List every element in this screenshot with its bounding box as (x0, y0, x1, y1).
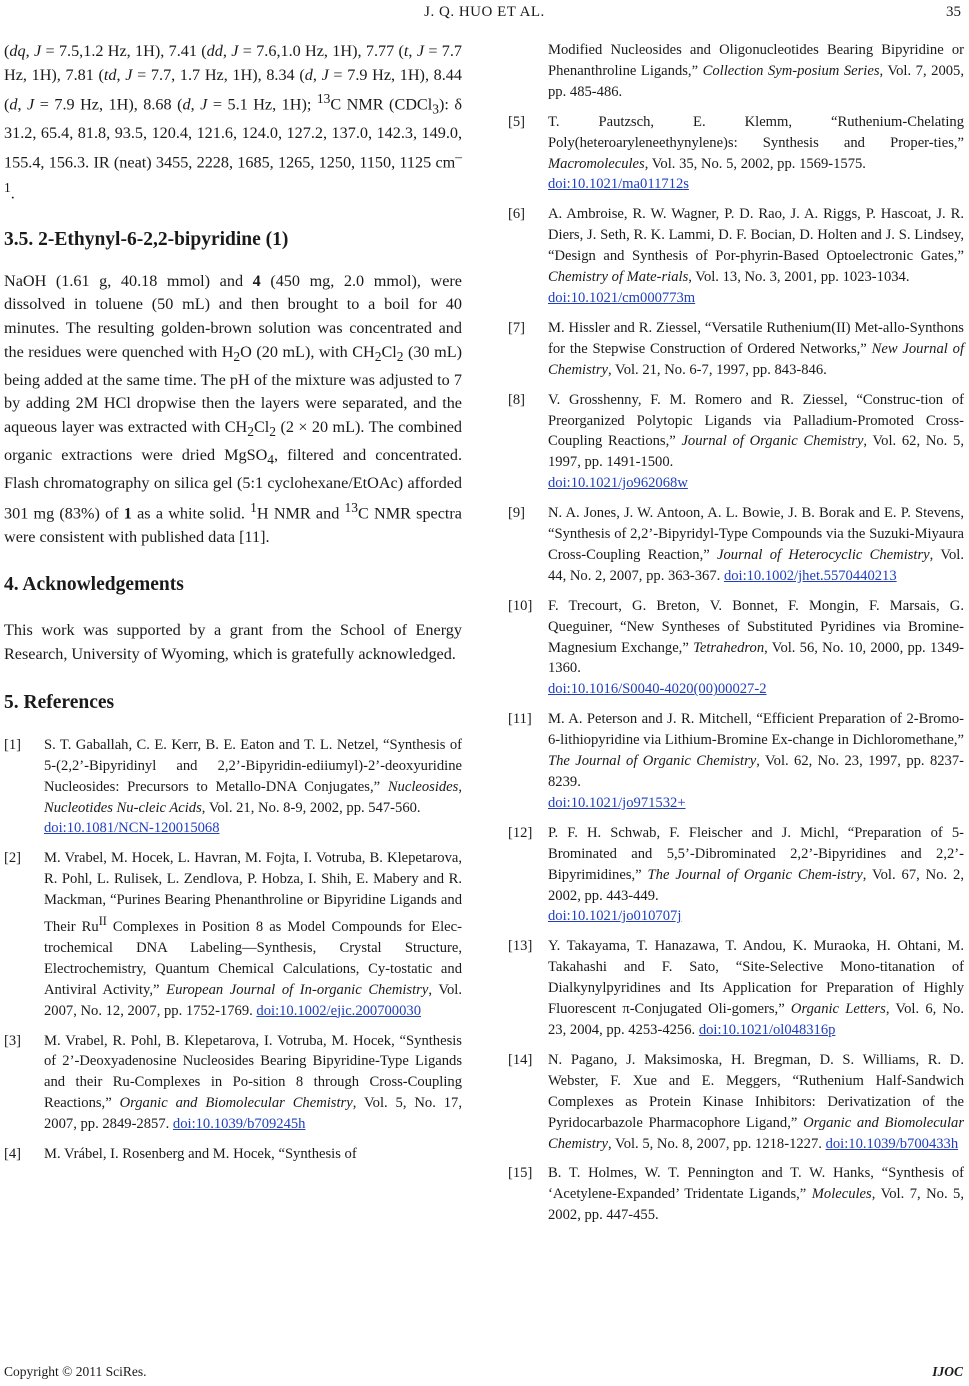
reference-entry (508, 318, 964, 381)
reference-entry (508, 823, 964, 928)
reference-text: Y. Takayama, T. Hanazawa, T. Andou, K. Muraoka, H. Ohtani, M. Takahashi and F. Sato, “Site-Selective Mono-titanation of Dialkynylpyridines and Its Application for Preparation of Highly Fluorescent π-Conjugated Oli-gomers,” Organic Letters, Vol. 6, No. 23, 2004, pp. 4253-4256. doi:10.1021/ol048316p (548, 938, 965, 1038)
reference-entry (508, 1050, 964, 1155)
running-head-authors: J. Q. HUO ET AL. (424, 4, 545, 20)
reference-entry (4, 735, 462, 840)
reference-number: [14] (508, 1051, 533, 1068)
doi-link[interactable]: doi:10.1021/jo010707j (548, 908, 682, 925)
doi-link[interactable]: doi:10.1021/jo971532+ (548, 794, 686, 811)
reference-entry (508, 936, 964, 1041)
page-footer (0, 1364, 969, 1386)
reference-number: [4] (4, 1146, 22, 1163)
reference-text: S. T. Gaballah, C. E. Kerr, B. E. Eaton and T. L. Netzel, “Synthesis of 5-(2,2’-Bipyridinyl and 2,2’-Bipyridin-ediiumyl)-2’-deoxyuridine Nucleosides: Precursors to Metallo-DNA Conjugates,” Nucleosides, Nucleotides Nu-cleic Acids, Vol. 21, No. 8-9, 2002, pp. 547-560. doi:10.1081/NCN-120015068 (44, 736, 462, 837)
doi-link[interactable]: doi:10.1021/ol048316p (698, 1021, 836, 1038)
doi-link[interactable]: doi:10.1081/NCN-120015068 (44, 820, 220, 837)
reference-entry (4, 1144, 462, 1165)
reference-entry (508, 40, 964, 103)
reference-text: A. Ambroise, R. W. Wagner, P. D. Rao, J. A. Riggs, P. Hascoat, J. R. Diers, J. Seth, R. K. Lammi, D. F. Bocian, D. Holten and J. S. Lindsey, “Design and Synthesis of Por-phyrin-Based Optoelectronic Gates,” Chemistry of Mate-rials, Vol. 13, No. 3, 2001, pp. 1023-1034. doi:10.1021/cm000773m (548, 206, 964, 306)
doi-link[interactable]: doi:10.1021/cm000773m (548, 289, 696, 306)
reference-text: M. Vrábel, I. Rosenberg and M. Hocek, “Synthesis of (44, 1146, 357, 1163)
reference-text: P. F. H. Schwab, F. Fleischer and J. Michl, “Preparation of 5-Brominated and 5,5’-Dibrominated 2,2’-Bipyridines and 2,2’-Bipyrimidines,” The Journal of Organic Chem-istry, Vol. 67, No. 2, 2002, pp. 443-449. doi:10.1021/jo010707j (548, 824, 964, 925)
nmr-data-paragraph: (dq, J = 7.5,1.2 Hz, 1H), 7.41 (dd, J = 7.6,1.0 Hz, 1H), 7.77 (t, J = 7.7 Hz, 1H), 7.81 (td, J = 7.7, 1.7 Hz, 1H), 8.34 (d, J = 7.9 Hz, 1H), 8.44 (d, J = 7.9 Hz, 1H), 8.68 (d, J = 5.1 Hz, 1H); $^{13}$C NMR (CDCl$_3$): δ 31.2, 65.4, 81.8, 93.5, 120.4, 121.6, 124.0, 127.2, 137.0, 142.3, 149.0, 155.4, 156.3. IR (neat) 3455, 2228, 1685, 1265, 1250, 1150, 1125 $cm^{-1}$. (4, 42, 463, 202)
reference-text: N. A. Jones, J. W. Antoon, A. L. Bowie, J. B. Borak and E. P. Stevens, “Synthesis of 2,2’-Bipyridyl-Type Compounds via the Suzuki-Miyaura Cross-Coupling Reaction,” Journal of Heterocyclic Chemistry, Vol. 44, No. 2, 2007, pp. 363-367. doi:10.1002/jhet.5570440213 (548, 505, 964, 584)
reference-text: B. T. Holmes, W. T. Pennington and T. W. Hanks, “Synthesis of ‘Acetylene-Expanded’ Tridentate Ligands,” Molecules, Vol. 7, No. 5, 2002, pp. 447-455. (548, 1165, 964, 1224)
doi-link[interactable]: doi:10.1039/b700433h (825, 1135, 959, 1152)
reference-text: M. Vrabel, R. Pohl, B. Klepetarova, I. Votruba, M. Hocek, “Synthesis of 2’-Deoxyadenosine Nucleosides Bearing Bipyridine-Type Ligands and their Ru-Complexes in Po-sition 8 through Cross-Coupling Reactions,” Organic and Biomolecular Chemistry, Vol. 5, No. 17, 2007, pp. 2849-2857. doi:10.1039/b709245h (44, 1032, 463, 1133)
right-column (508, 40, 964, 1235)
reference-number: [13] (508, 938, 533, 955)
reference-number: [6] (508, 206, 526, 223)
reference-text: F. Trecourt, G. Breton, V. Bonnet, F. Mongin, F. Marsais, G. Queguiner, “New Syntheses of Substituted Pyridines via Bromine-Magnesium Exchange,” Tetrahedron, Vol. 56, No. 10, 2000, pp. 1349-1360. doi:10.1016/S0040-4020(00)00027-2 (548, 597, 964, 698)
reference-text: Modified Nucleosides and Oligonucleotides Bearing Bipyridine or Phenanthroline Ligands,” Collection Sym-posium Series, Vol. 7, 2005, pp. 485-486. (548, 42, 964, 100)
left-column (4, 40, 462, 1174)
reference-number: [10] (508, 597, 533, 614)
reference-text: T. Pautzsch, E. Klemm, “Ruthenium-Chelating Poly(heteroaryleneethynylene)s: Synthesis and Proper-ties,” Macromolecules, Vol. 35, No. 5, 2002, pp. 1569-1575. doi:10.1021/ma011712s (548, 113, 964, 193)
reference-entry (4, 848, 462, 1021)
copyright-notice: Copyright © 2011 SciRes. (4, 1364, 147, 1379)
references-list-left (4, 735, 462, 1165)
references-heading: 5. References (4, 691, 115, 713)
reference-entry (508, 596, 964, 701)
reference-entry (508, 503, 964, 587)
reference-entry (508, 112, 964, 196)
journal-abbrev: IJOC (932, 1364, 963, 1379)
reference-entry (4, 1031, 462, 1136)
reference-entry (508, 709, 964, 814)
section-3-5-heading: 3.5. 2-Ethynyl-6-2,2-bipyridine (1) (4, 228, 289, 250)
page-number: 35 (946, 4, 961, 20)
reference-number: [15] (508, 1165, 533, 1182)
reference-entry (508, 1163, 964, 1226)
reference-entry (508, 204, 964, 309)
reference-text: M. Vrabel, M. Hocek, L. Havran, M. Fojta, I. Votruba, B. Klepetarova, R. Pohl, L. Rulisek, L. Zendlova, P. Hobza, I. Shih, E. Mabery and R. Mackman, “Purines Bearing Phenanthroline or Bipyridine Ligands and Their $Ru^{II}$ Complexes in Position 8 as Model Compounds for Elec-trochemical DNA Labeling—Synthesis, Crystal Structure, Electrochemistry, Quantum Chemical Calculations, Cy-tostatic and Antiviral Activity,” European Journal of In-organic Chemistry, Vol. 2007, No. 12, 2007, pp. 1752-1769. doi:10.1002/ejic.200700030 (44, 850, 462, 1019)
doi-link[interactable]: doi:10.1002/jhet.5570440213 (723, 567, 897, 584)
acknowledgements-heading: 4. Acknowledgements (4, 574, 184, 596)
reference-text: M. Hissler and R. Ziessel, “Versatile Ruthenium(II) Met-allo-Synthons for the Stepwise Construction of Ordered Networks,” New Journal of Chemistry, Vol. 21, No. 6-7, 1997, pp. 843-846. (548, 319, 964, 378)
reference-text: V. Grosshenny, F. M. Romero and R. Ziessel, “Construc-tion of Preorganized Polytopic Ligands via Palladium-Promoted Cross-Coupling Reactions,” Journal of Organic Chemistry, Vol. 62, No. 5, 1997, pp. 1491-1500. doi:10.1021/jo962068w (548, 391, 964, 492)
synthesis-paragraph: NaOH (1.61 g, 40.18 mmol) and 4 (450 mg, 2.0 mmol), were dissolved in toluene (50 mL) and then brought to a boil for 40 minutes. The resulting golden-brown solution was concentrated and the residues were quenched with $H_2O$ (20 mL), with $CH_2Cl_2$ (30 mL) being added at the same time. The pH of the mixture was adjusted to 7 by adding 2M HCl dropwise then the layers were separated, and the aqueous layer was extracted with $CH_2Cl_2$ (2 × 20 mL). The combined organic extractions were dried MgSO$_4$, filtered and concentrated. Flash chromatography on silica gel (5:1 cyclohexane/EtOAc) afforded 301 mg (83%) of 1 as a white solid. $^1$H NMR and $^{13}$C NMR spectra were consistent with published data [11]. (4, 271, 463, 546)
reference-entry (508, 390, 964, 495)
reference-number: [12] (508, 824, 533, 841)
reference-number: [11] (508, 711, 532, 728)
reference-number: [8] (508, 391, 526, 408)
doi-link[interactable]: doi:10.1021/jo962068w (548, 475, 688, 492)
references-list-right (508, 40, 964, 1226)
reference-number: [9] (508, 505, 526, 522)
reference-text: M. A. Peterson and J. R. Mitchell, “Efficient Preparation of 2-Bromo-6-lithiopyridine via Lithium-Bromine Ex-change in Dichloromethane,” The Journal of Organic Chemistry, Vol. 62, No. 23, 1997, pp. 8237-8239. doi:10.1021/jo971532+ (548, 711, 964, 811)
running-header (0, 0, 969, 26)
doi-link[interactable]: doi:10.1016/S0040-4020(00)00027-2 (548, 681, 767, 698)
acknowledgements-paragraph: This work was supported by a grant from the School of Energy Research, University of Wyoming, which is gratefully acknowledged. (4, 621, 462, 664)
doi-link[interactable]: doi:10.1021/ma011712s (548, 176, 689, 193)
reference-number: [2] (4, 850, 22, 867)
doi-link[interactable]: doi:10.1002/ejic.200700030 (256, 1002, 421, 1019)
reference-number: [1] (4, 736, 22, 753)
reference-text: N. Pagano, J. Maksimoska, H. Bregman, D. S. Williams, R. D. Webster, F. Xue and E. Meggers, “Ruthenium Half-Sandwich Complexes as Protein Kinase Inhibitors: Derivatization of the Pyridocarbazole Pharmacophore Ligand,” Organic and Biomolecular Chemistry, Vol. 5, No. 8, 2007, pp. 1218-1227. doi:10.1039/b700433h (548, 1051, 965, 1152)
reference-number: [5] (508, 113, 526, 130)
reference-number: [7] (508, 319, 526, 336)
reference-number: [3] (4, 1032, 22, 1049)
doi-link[interactable]: doi:10.1039/b709245h (172, 1116, 306, 1133)
